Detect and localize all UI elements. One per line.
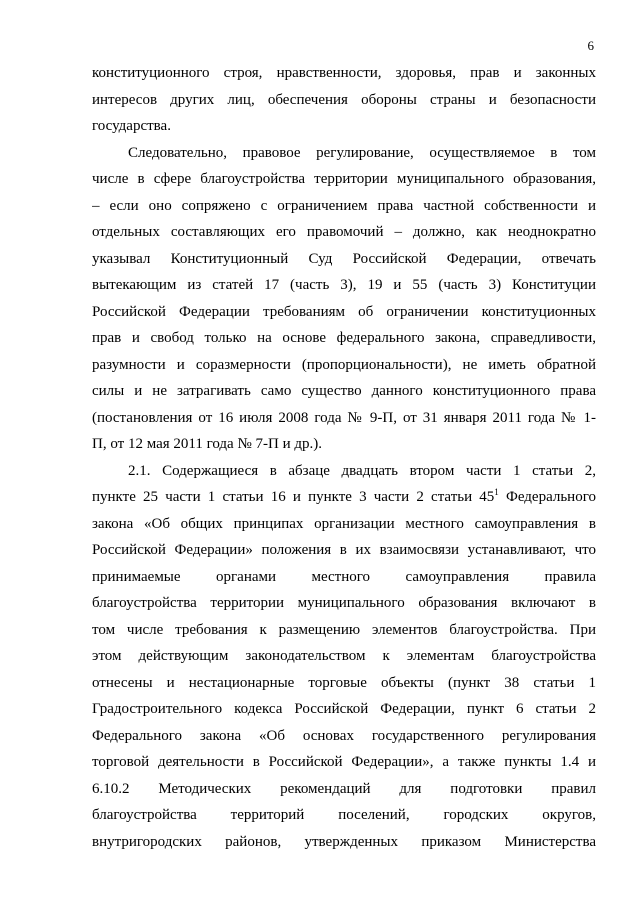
text-line: Градостроительного кодекса Российской Федерации, пункт 6 статьи 2: [92, 701, 596, 717]
text-line: благоустройства территорий поселений, городских округов,: [92, 807, 596, 823]
text-line: 2.1. Содержащиеся в абзаце двадцать втором части 1 статьи 2,: [128, 462, 596, 479]
text-line: прав и свобод только на основе федерального закона, справедливости,: [92, 330, 596, 346]
text-line: конституционного строя, нравственности, здоровья, прав и законных: [92, 65, 596, 81]
text-line: Российской Федерации требованиям об ограничении конституционных: [92, 303, 596, 320]
text-line: закона «Об общих принципах организации местного самоуправления в: [92, 515, 596, 532]
text-line: принимаемые органами местного самоуправления правила: [92, 568, 596, 585]
text-line: (постановления от 16 июля 2008 года № 9-П, от 31 января 2011 года № 1-: [92, 409, 596, 426]
text-line: – если оно сопряжено с ограничением права частной собственности и: [92, 197, 596, 214]
text-segment: Федерального: [505, 489, 596, 505]
text-segment: пункте 25 части 1 статьи 16 и пункте 3 части 2 статьи 45: [92, 489, 495, 505]
text-line: Российской Федерации» положения в их взаимосвязи устанавливают, что: [92, 542, 596, 558]
text-line: числе в сфере благоустройства территории муниципального образования,: [92, 171, 596, 187]
text-line: указывал Конституционный Суд Российской Федерации, отвечать: [92, 250, 596, 267]
superscript-marker: 1: [494, 487, 499, 497]
text-line: внутригородских районов, утвержденных приказом Министерства: [92, 833, 596, 850]
text-line: этом действующим законодательством к элементам благоустройства: [92, 648, 596, 664]
text-line: государства.: [92, 118, 171, 134]
text-line: силы и не затрагивать само существо данного конституционного права: [92, 383, 596, 399]
text-line: отнесены и нестационарные торговые объекты (пункт 38 статьи 1: [92, 674, 596, 691]
text-line: отдельных составляющих его правомочий – должно, как неоднократно: [92, 224, 596, 240]
text-line: П, от 12 мая 2011 года № 7-П и др.).: [92, 436, 323, 452]
text-line: том числе требования к размещению элементов благоустройства. При: [92, 621, 596, 638]
page-number: 6: [587, 38, 594, 53]
text-line: вытекающим из статей 17 (часть 3), 19 и 55 (часть 3) Конституции: [92, 277, 596, 293]
text-line: интересов других лиц, обеспечения обороны страны и безопасности: [92, 91, 596, 108]
text-line: разумности и соразмерности (пропорциональности), не иметь обратной: [92, 356, 596, 373]
text-line-with-superscript: [92, 484, 596, 511]
text-line: торговой деятельности в Российской Федерации», а также пункты 1.4 и: [92, 754, 596, 770]
text-line: Следовательно, правовое регулирование, осуществляемое в том: [128, 144, 596, 161]
text-line: 6.10.2 Методических рекомендаций для подготовки правил: [92, 780, 596, 797]
text-line: Федерального закона «Об основах государственного регулирования: [92, 727, 596, 744]
text-line: благоустройства территории муниципального образования включают в: [92, 595, 596, 611]
